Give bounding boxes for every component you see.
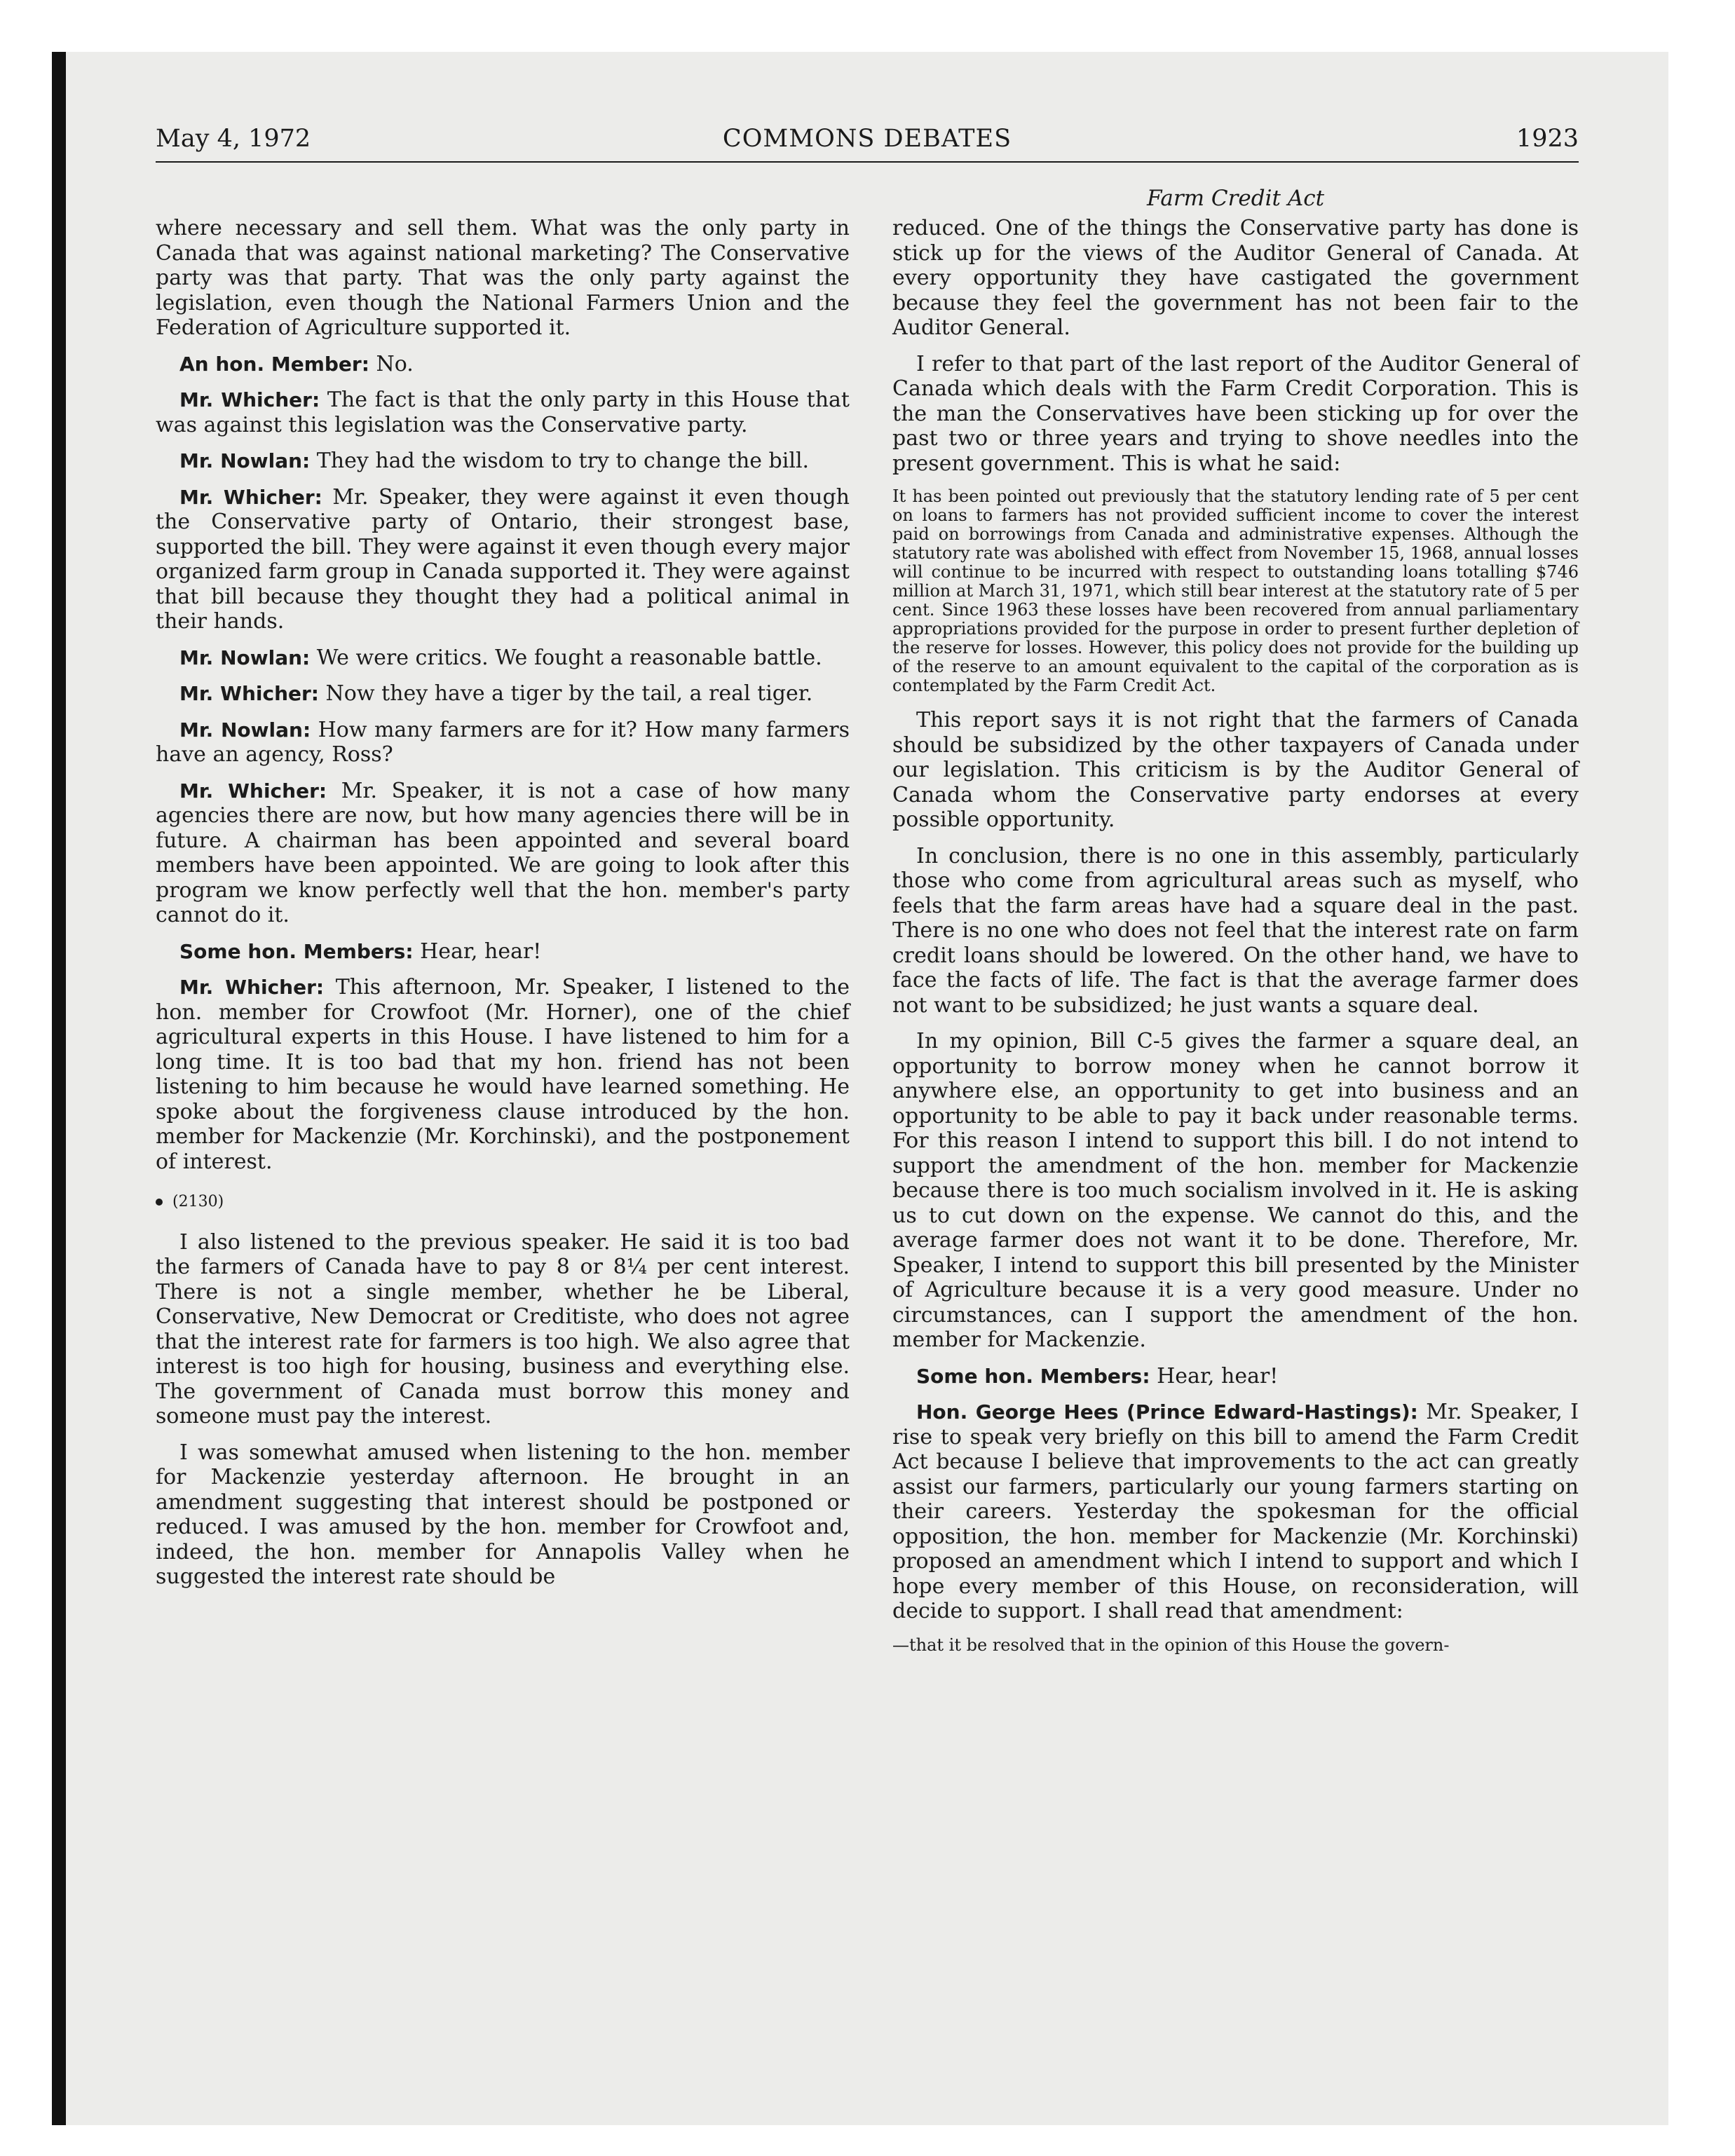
left-paragraph-1: where necessary and sell them. What was the only party in Canada that was against national marketing? The Conservative party was that party. That was the only party against the legislation, even though the National Farmers Union and the Federation of Agriculture supported it.: [156, 216, 850, 340]
left-speech-8: [156, 718, 850, 767]
left-speech-6: [156, 646, 850, 671]
speech-text: No.: [369, 351, 414, 376]
left-speech-9: [156, 779, 850, 928]
time-marker: [156, 1189, 850, 1215]
right-speech-6: [892, 1364, 1579, 1389]
right-paragraph-4: In conclusion, there is no one in this assembly, particularly those who come from agricultural areas such as myself, who feels that the farm areas have had a square deal in the past. There is no one who does not feel that the interest rate on farm credit loans should be lowered. On the other hand, we have to face the facts of life. The fact is that the average farmer does not want to be subsidized; he just wants a square deal.: [892, 843, 1579, 1018]
speech-text: This afternoon, Mr. Speaker, I listened to the hon. member for Crowfoot (Mr. Horner), one of the chief agricultural experts in this House. I have listened to him for a long time. It is too bad that my hon. friend has not been listening to him because he would have learned something. He spoke about the forgiveness clause introduced by the hon. member for Mackenzie (Mr. Korchinski), and the postponement of interest.: [156, 975, 850, 1174]
speaker-name: Mr. Nowlan:: [179, 718, 311, 742]
left-speech-5: [156, 485, 850, 634]
right-paragraph-2: I refer to that part of the last report of the Auditor General of Canada which deals with the Farm Credit Corporation. This is the man the Conservatives have been sticking up for over the past two or three years and trying to shove needles into the present government. This is what he said:: [892, 351, 1579, 476]
speech-text: They had the wisdom to try to change the bill.: [310, 449, 810, 473]
speech-text: Hear, hear!: [413, 939, 542, 964]
time-marker-label: (2130): [172, 1193, 224, 1210]
header-title: COMMONS DEBATES: [722, 125, 1012, 153]
auditor-report-quote: It has been pointed out previously that the statutory lending rate of 5 per cent on loans to farmers has not provided sufficient income to cover the interest paid on borrowings from Canada and administrative expenses. Although the statutory rate was abolished with effect from November 15, 1968, annual losses will continue to be incurred with respect to outstanding loans totalling $746 million at March 31, 1971, which still bear interest at the statutory rate of 5 per cent. Since 1963 these losses have been recovered from annual parliamentary appropriations provided for the purpose in order to present further depletion of the reserve for losses. However, this policy does not provide for the building up of the reserve to an amount equivalent to the capital of the corporation as is contemplated by the Farm Credit Act.: [892, 486, 1579, 695]
speaker-name: Mr. Nowlan:: [179, 449, 311, 472]
page-header: [156, 125, 1579, 165]
speech-text: We were critics. We fought a reasonable battle.: [310, 645, 822, 670]
speech-text: Mr. Speaker, it is not a case of how many agencies there are now, but how many agencies there will be in future. A chairman has been appointed and several board members have been appointed. We are going to look after this program we know perfectly well that the hon. member's party cannot do it.: [156, 778, 850, 927]
speech-text: Hear, hear!: [1150, 1363, 1279, 1389]
speaker-name: Mr. Nowlan:: [179, 646, 311, 669]
running-head: Farm Credit Act: [1146, 186, 1325, 211]
header-date: May 4, 1972: [156, 125, 311, 153]
bullet-dot-icon: [156, 1199, 163, 1206]
speaker-name: Some hon. Members:: [916, 1364, 1150, 1388]
left-speech-2: [156, 352, 850, 377]
speaker-name: Hon. George Hees (Prince Edward-Hastings):: [916, 1400, 1418, 1424]
speaker-name: Mr. Whicher:: [179, 485, 322, 509]
speaker-name: Mr. Whicher:: [179, 976, 325, 999]
left-speech-4: [156, 449, 850, 474]
speech-text: Mr. Speaker, I rise to speak very briefly on this bill to amend the Farm Credit Act because I believe that improvements to the act can greatly assist our farmers, particularly our young farmers starting on their careers. Yesterday the spokesman for the official opposition, the hon. member for Mackenzie (Mr. Korchinski) proposed an amendment which I intend to support and which I hope every member of this House, on reconsideration, will decide to support. I shall read that amendment:: [892, 1400, 1579, 1623]
amendment-text-start: —that it be resolved that in the opinion of this House the govern-: [892, 1635, 1450, 1655]
right-paragraph-3: This report says it is not right that the farmers of Canada should be subsidized by the other taxpayers of Canada under our legislation. This criticism is by the Auditor General of Canada whom the Conservative party endorses at every possible opportunity.: [892, 708, 1579, 832]
left-speech-11: [156, 975, 850, 1174]
right-speech-7: [892, 1400, 1579, 1624]
right-paragraph-1: reduced. One of the things the Conservative party has done is stick up for the views of the Auditor General of Canada. At every opportunity they have castigated the government because they feel the government has not been fair to the Auditor General.: [892, 216, 1579, 340]
speech-text: Now they have a tiger by the tail, a real tiger.: [319, 681, 813, 706]
right-column: [892, 216, 1579, 1655]
left-paragraph-13: I was somewhat amused when listening to the hon. member for Mackenzie yesterday afternoon. He brought in an amendment suggesting that interest should be postponed or reduced. I was amused by the hon. member for Crowfoot and, indeed, the hon. member for Annapolis Valley when he suggested the interest rate should be: [156, 1440, 850, 1589]
left-column: [156, 216, 850, 1601]
left-speech-3: [156, 388, 850, 437]
left-paragraph-12: I also listened to the previous speaker. He said it is too bad the farmers of Canada have to pay 8 or 8¼ per cent interest. There is not a single member, whether he be Liberal, Conservative, New Democrat or Creditiste, who does not agree that the interest rate for farmers is too high. We also agree that interest is too high for housing, business and everything else. The government of Canada must borrow this money and someone must pay the interest.: [156, 1229, 850, 1428]
speaker-name: An hon. Member:: [179, 352, 369, 376]
speaker-name: Mr. Whicher:: [179, 779, 327, 803]
speech-text: How many farmers are for it? How many farmers have an agency, Ross?: [156, 717, 850, 767]
speech-text: The fact is that the only party in this House that was against this legislation was the Conservative party.: [156, 388, 850, 437]
header-rule: [156, 161, 1579, 163]
speaker-name: Mr. Whicher:: [179, 682, 320, 705]
speaker-name: Mr. Whicher:: [179, 388, 320, 411]
right-paragraph-5: In my opinion, Bill C-5 gives the farmer a square deal, an opportunity to borrow money when he cannot borrow it anywhere else, an opportunity to get into business and an opportunity to be able to pay it back under reasonable terms. For this reason I intend to support this bill. I do not intend to support the amendment of the hon. member for Mackenzie because there is too much socialism involved in it. He is asking us to cut down on the expense. We cannot do this, and the average farmer does not want it to be done. Therefore, Mr. Speaker, I intend to support this bill presented by the Minister of Agriculture because it is a very good measure. Under no circumstances, can I support the amendment of the hon. member for Mackenzie.: [892, 1029, 1579, 1352]
speech-text: Mr. Speaker, they were against it even though the Conservative party of Ontario, their strongest base, supported the bill. They were against it even though every major organized farm group in Canada supported it. They were against that bill because they thought they had a political animal in their hands.: [156, 484, 850, 634]
left-speech-7: [156, 681, 850, 707]
left-speech-10: [156, 939, 850, 964]
scan-edge-bar: [52, 52, 66, 2125]
speaker-name: Some hon. Members:: [179, 939, 414, 963]
header-page-number: 1923: [1516, 125, 1579, 153]
